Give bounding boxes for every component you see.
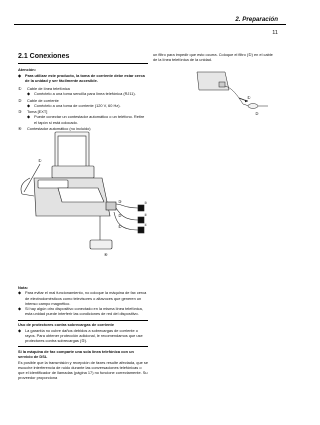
divider (18, 346, 148, 347)
item-text: Cable de corriente (27, 97, 59, 103)
answering-machine (90, 240, 112, 249)
figure-label: ① (247, 95, 251, 100)
section-title: 2.1 Conexiones (18, 53, 70, 60)
item-text: Cable de línea telefónica (27, 86, 70, 92)
fax-connection-illustration (20, 124, 148, 266)
note-text: Para evitar el mal funcionamiento, no coloque la máquina de fax cerca de electrodomésticos como televisores o altavoces que generen un intenso campo magnético. (25, 290, 147, 306)
attention-label: Atención: (18, 67, 36, 73)
surge-text: La garantía no cubre daños debidos a sobrecargas de corriente o rayos. Para obtener protección adicional, le recomendamos que use protectores contra sobrecargas (⑤). (25, 327, 143, 344)
note-title: Nota: (18, 285, 28, 291)
item-number: ② (18, 97, 22, 103)
attention-row (18, 73, 148, 84)
item-sub-text: Conéctelo a una toma sencilla para línea telefónica (RJ11). (34, 91, 136, 97)
figure-marker: ① (144, 223, 148, 227)
figure-marker: ② (144, 213, 148, 217)
attention-text: Para utilizar este producto, la toma de corriente debe estar cerca de la unidad y ser fácilmente accesible. (25, 72, 145, 83)
bullet-icon: ◆ (18, 72, 21, 78)
header-rule (14, 24, 286, 25)
item-text: Toma [EXT] (27, 109, 48, 115)
item-number: ③ (18, 109, 22, 115)
dsl-filter (248, 104, 258, 109)
bullet-icon: ◆ (27, 91, 30, 97)
dsl-text-left: Es posible que la transmisión y recepción de faxes resulte afectada, que se escuche interferencia de ruido durante las conversaciones telefónicas o que el identificador de llamadas (página 17) no funcione correctamente. Su proveedor proporciona (18, 359, 148, 381)
item-number: ① (18, 86, 22, 92)
rear-port (106, 202, 116, 210)
figure-label: ② (118, 213, 122, 218)
header-title: 2. Preparación (235, 16, 278, 23)
right-column (153, 52, 278, 63)
figure-label: ① (118, 224, 122, 229)
figure-label: ② (255, 111, 259, 116)
list-item-sub (18, 91, 148, 96)
figure-marker: ③ (144, 201, 148, 205)
figure-label: ④ (104, 252, 108, 257)
divider (18, 320, 148, 321)
note-bullet (18, 306, 148, 317)
figure-label: ③ (118, 199, 122, 204)
figure-label: ① (38, 158, 42, 163)
bullet-icon: ◆ (18, 290, 21, 296)
bullet-icon: ◆ (27, 114, 30, 120)
dsl-filter-illustration (195, 68, 270, 123)
note-bullet (18, 290, 148, 306)
dsl-title: Si la máquina de fax comparte una sola línea telefónica con un servicio de DSL (18, 349, 134, 360)
bullet-icon: ◆ (18, 306, 21, 312)
item-sub-text: Puede conectar un contestador automático o un teléfono. Retire el tapón si está colocado. (34, 114, 145, 125)
bullet-icon: ◆ (27, 102, 30, 108)
item-sub-text: Conéctelo a una toma de corriente (120 V, 60 Hz). (34, 102, 121, 108)
surge-title: Uso de protectores contra sobrecargas de corriente (18, 322, 115, 328)
section-rule (18, 63, 148, 64)
item-number: ④ (18, 125, 22, 131)
fax-machine-rear (197, 72, 229, 90)
item-text: Contestador automático (no incluido) (27, 125, 91, 131)
page-number: 11 (272, 30, 278, 36)
bullet-icon: ◆ (18, 327, 21, 333)
dsl-text-right: un filtro para impedir que esto ocurra. Coloque el filtro (①) en el cable de la línea telefónica de la unidad. (153, 52, 273, 63)
list-item-sub (18, 103, 148, 108)
surge-bullet (18, 328, 148, 344)
cable-3 (116, 204, 138, 208)
note-text: Si hay algún otro dispositivo conectado en la misma línea telefónica, esta unidad puede interferir las condiciones de red del dispositivo. (25, 306, 143, 317)
